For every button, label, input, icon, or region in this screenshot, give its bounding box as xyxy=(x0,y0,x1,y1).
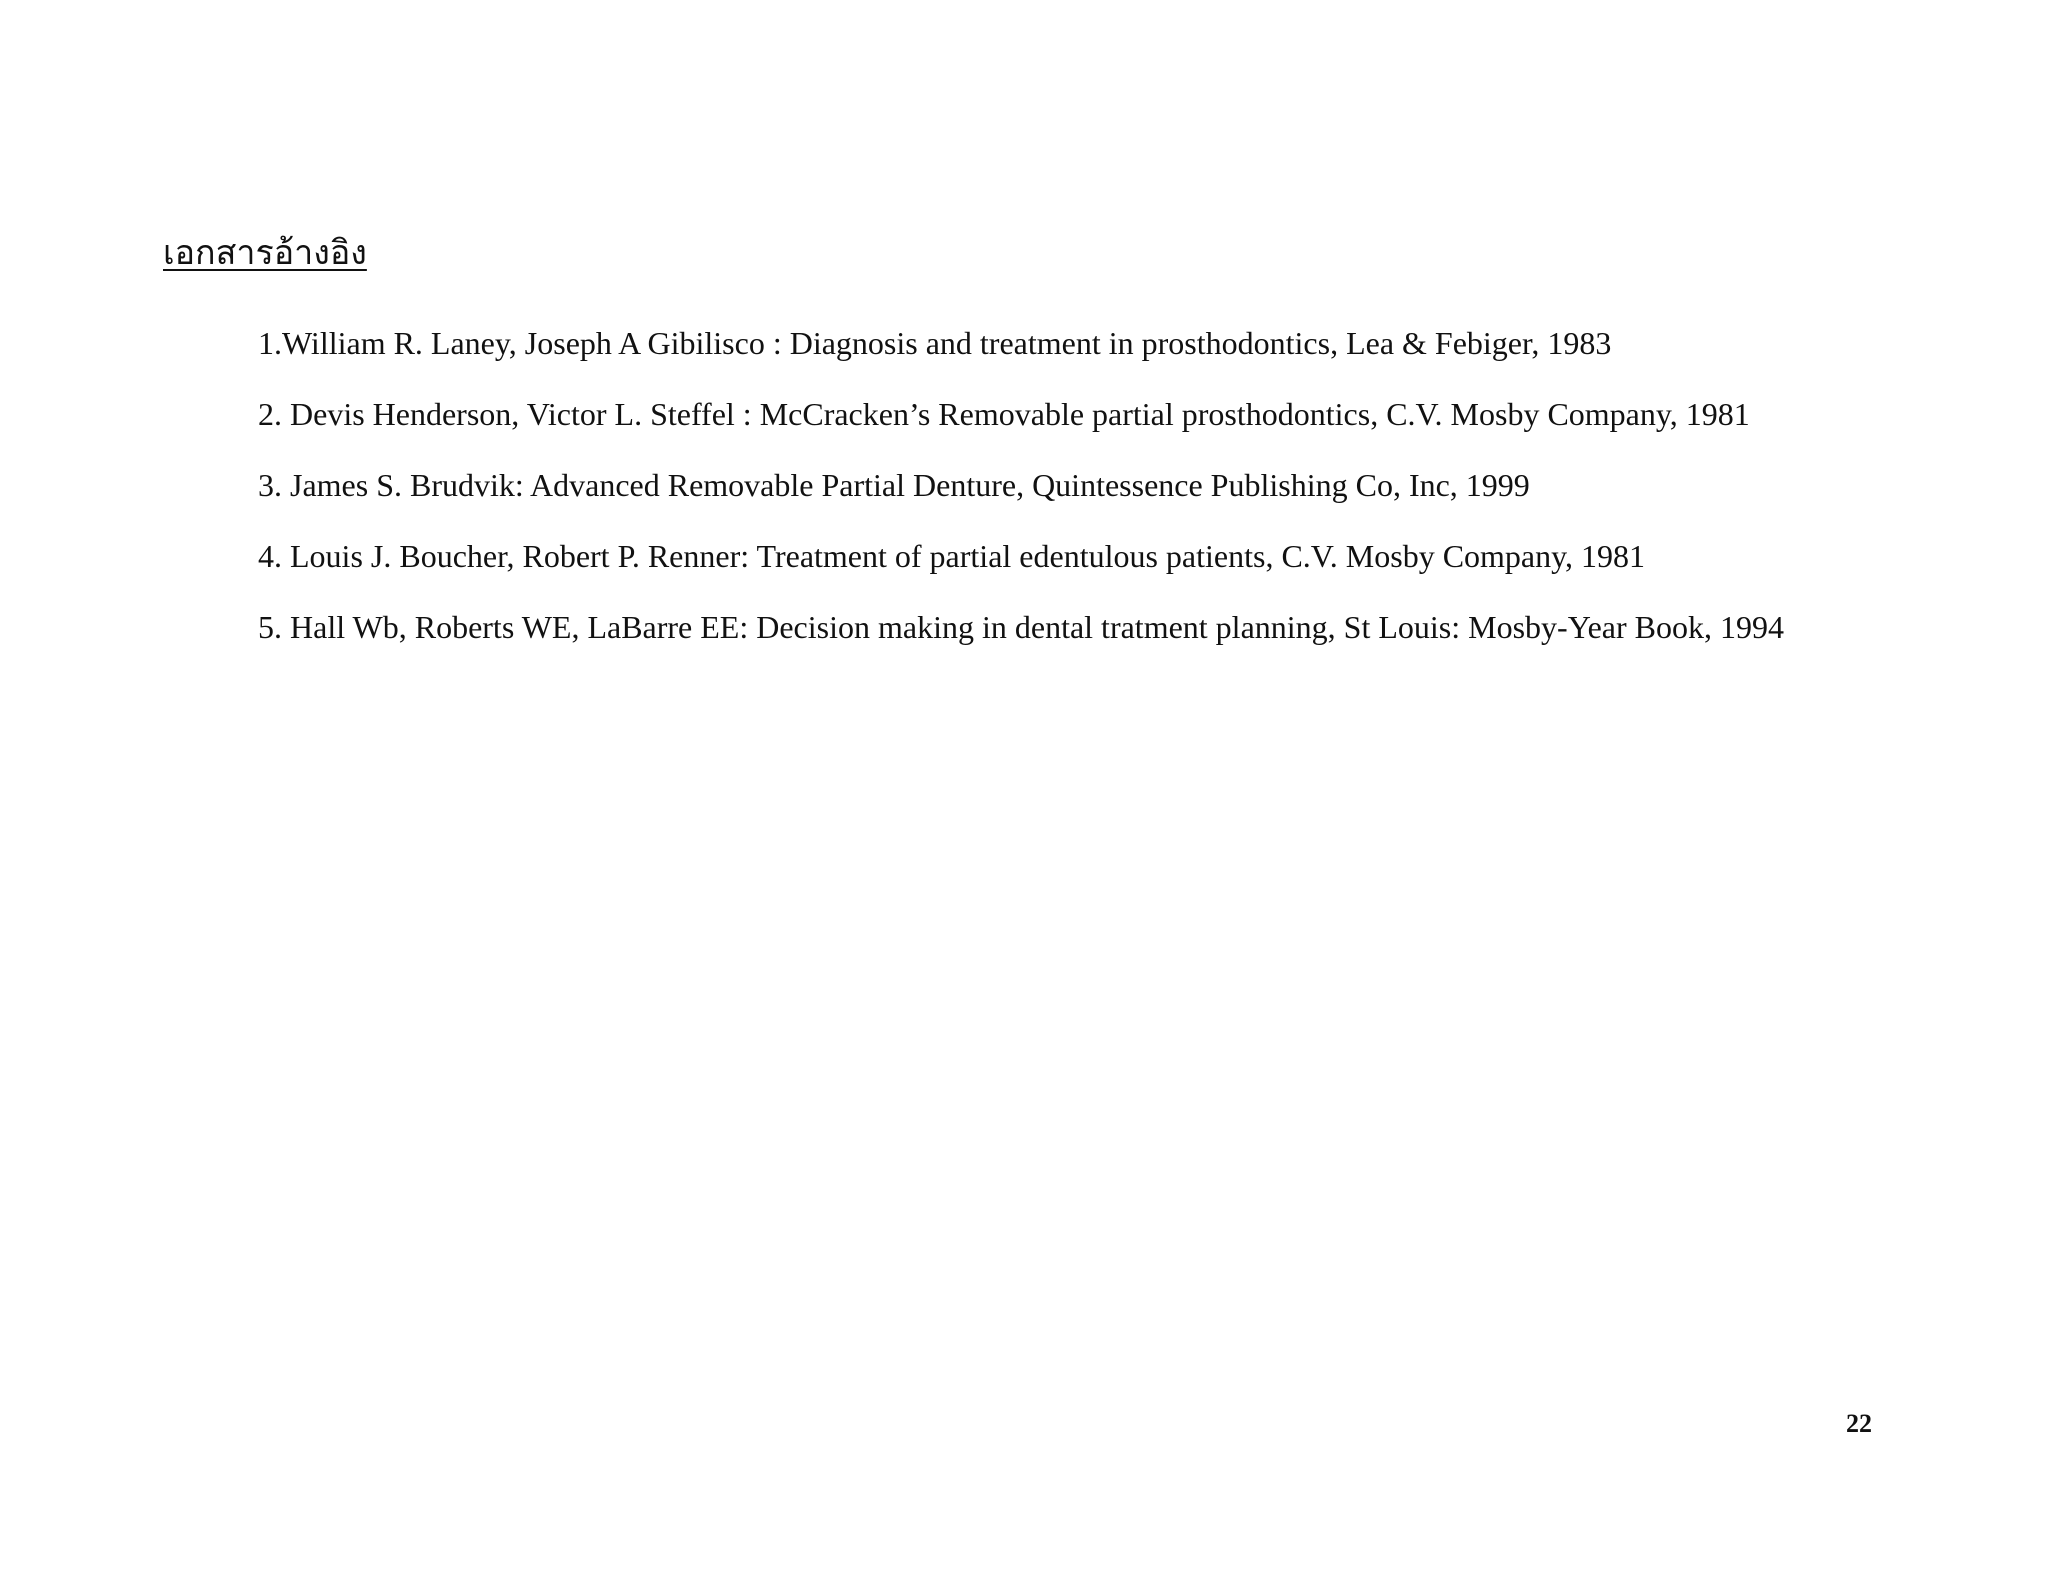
reference-item-1: 1.William R. Laney, Joseph A Gibilisco : Diagnosis and treatment in prosthodontics, Lea & Febiger, 1983 xyxy=(258,325,1612,361)
reference-item-3: 3. James S. Brudvik: Advanced Removable Partial Denture, Quintessence Publishing Co, Inc, 1999 xyxy=(258,467,1530,503)
reference-item-2: 2. Devis Henderson, Victor L. Steffel : McCracken’s Removable partial prosthodontics, C.V. Mosby Company, 1981 xyxy=(258,396,1750,432)
reference-item-5: 5. Hall Wb, Roberts WE, LaBarre EE: Decision making in dental tratment planning, St Louis: Mosby-Year Book, 1994 xyxy=(258,609,1784,645)
page-number: 22 xyxy=(1846,1409,1872,1438)
reference-list xyxy=(163,308,1893,663)
references-heading: เอกสารอ้างอิง xyxy=(163,235,367,272)
reference-item-4: 4. Louis J. Boucher, Robert P. Renner: Treatment of partial edentulous patients, C.V. Mosby Company, 1981 xyxy=(258,538,1646,574)
